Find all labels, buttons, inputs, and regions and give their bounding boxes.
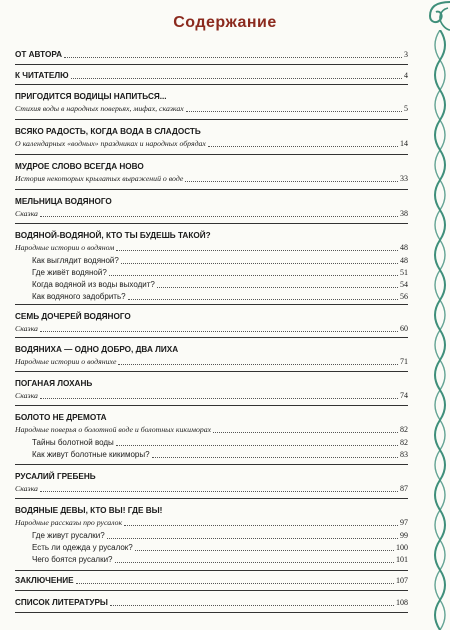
page-number: 4: [404, 71, 408, 80]
page-number: 74: [400, 391, 408, 400]
toc-item: Как выглядит водяной?: [32, 256, 119, 265]
toc-entry: [15, 573, 408, 587]
divider: [15, 405, 408, 406]
toc-entry: [15, 595, 408, 609]
toc-subtitle: О календарных «водных» праздниках и народных обрядах: [15, 139, 206, 148]
page-number: 60: [400, 324, 408, 333]
page-number: 99: [400, 531, 408, 540]
page-number: 51: [400, 268, 408, 277]
page-number: 56: [400, 292, 408, 301]
page-number: 100: [396, 543, 408, 552]
page-number: 101: [396, 555, 408, 564]
toc-item: Когда водяной из воды выходит?: [32, 280, 155, 289]
toc-entry: [15, 47, 408, 61]
toc-heading: МЕЛЬНИЦА ВОДЯНОГО: [15, 197, 112, 206]
toc-heading: ОТ АВТОРА: [15, 50, 62, 59]
divider: [15, 570, 408, 571]
toc-item: Есть ли одежда у русалок?: [32, 543, 133, 552]
page-number: 48: [400, 256, 408, 265]
dot-leader: [76, 583, 394, 584]
toc-subtitle: Народные истории о водяном: [15, 243, 115, 252]
toc-heading: ВОДЯНОЙ-ВОДЯНОЙ, КТО ТЫ БУДЕШЬ ТАКОЙ?: [15, 231, 211, 240]
page-number: 38: [400, 209, 408, 218]
toc-entry: [15, 309, 408, 335]
toc-subtitle: История некоторых крылатых выражений о воде: [15, 174, 184, 183]
toc-entry: [15, 68, 408, 82]
divider: [15, 84, 408, 85]
toc-item: Как живут болотные кикиморы?: [32, 450, 150, 459]
dot-leader: [128, 299, 398, 300]
page-number: 5: [404, 104, 408, 113]
page-number: 3: [404, 50, 408, 59]
divider: [15, 464, 408, 465]
toc-heading: ПОГАНАЯ ЛОХАНЬ: [15, 379, 93, 388]
dot-leader: [116, 250, 398, 251]
toc-item: Чего боятся русалки?: [32, 555, 113, 564]
page-number: 107: [396, 576, 408, 585]
toc-item: Где живут русалки?: [32, 531, 105, 540]
toc-entry: [15, 228, 408, 303]
dot-leader: [40, 491, 398, 492]
toc-heading: ЗАКЛЮЧЕНИЕ: [15, 576, 74, 585]
toc-heading: ПРИГОДИТСЯ ВОДИЦЫ НАПИТЬСЯ...: [15, 92, 167, 101]
divider: [15, 590, 408, 591]
dot-leader: [116, 445, 398, 446]
dot-leader: [71, 78, 402, 79]
page-number: 108: [396, 598, 408, 607]
page-title: Содержание: [173, 14, 277, 31]
dot-leader: [107, 538, 398, 539]
dot-leader: [115, 562, 395, 563]
dot-leader: [152, 457, 398, 458]
divider: [15, 612, 408, 613]
toc-entry: [15, 376, 408, 402]
dot-leader: [109, 275, 398, 276]
divider: [15, 154, 408, 155]
toc-item: Где живёт водяной?: [32, 268, 107, 277]
page-number: 71: [400, 357, 408, 366]
toc-heading: ВСЯКО РАДОСТЬ, КОГДА ВОДА В СЛАДОСТЬ: [15, 127, 201, 136]
toc-subtitle: Народные рассказы про русалок: [15, 518, 123, 527]
toc-subtitle: Сказка: [15, 209, 38, 218]
toc-subtitle: Сказка: [15, 391, 38, 400]
toc-entry: [15, 89, 408, 115]
dot-leader: [121, 263, 398, 264]
toc-entry: [15, 410, 408, 461]
toc-entry: [15, 503, 408, 566]
toc-entry: [15, 159, 408, 185]
toc-subtitle: Народные истории о водянихе: [15, 357, 117, 366]
page-number: 87: [400, 484, 408, 493]
page-number: 83: [400, 450, 408, 459]
page-number: 48: [400, 243, 408, 252]
toc-subtitle: Стихия воды в народных поверьях, мифах, сказках: [15, 104, 184, 113]
toc-subtitle: Народные поверья о болотной воде и болотных кикиморах: [15, 425, 212, 434]
page-number: 14: [400, 139, 408, 148]
divider: [15, 337, 408, 338]
toc-entry: [15, 342, 408, 368]
divider: [15, 64, 408, 65]
divider: [15, 371, 408, 372]
page-number: 54: [400, 280, 408, 289]
toc-heading: СПИСОК ЛИТЕРАТУРЫ: [15, 598, 108, 607]
dot-leader: [40, 216, 398, 217]
dot-leader: [208, 146, 398, 147]
toc-heading: РУСАЛИЙ ГРЕБЕНЬ: [15, 472, 96, 481]
page-number: 82: [400, 438, 408, 447]
toc-heading: СЕМЬ ДОЧЕРЕЙ ВОДЯНОГО: [15, 312, 131, 321]
toc-entry: [15, 124, 408, 150]
toc-item: Как водяного задобрить?: [32, 292, 126, 301]
toc-subtitle: Сказка: [15, 324, 38, 333]
toc-subtitle: Сказка: [15, 484, 38, 493]
divider: [15, 498, 408, 499]
toc-entry: [15, 469, 408, 495]
divider: [15, 304, 408, 305]
page-number: 33: [400, 174, 408, 183]
toc-item: Тайны болотной воды: [32, 438, 114, 447]
dot-leader: [40, 398, 398, 399]
dot-leader: [110, 605, 394, 606]
dot-leader: [213, 432, 398, 433]
dot-leader: [186, 111, 402, 112]
dot-leader: [40, 331, 398, 332]
dot-leader: [64, 57, 402, 58]
dot-leader: [185, 181, 398, 182]
dot-leader: [118, 364, 398, 365]
ornament-border: [430, 30, 450, 630]
divider: [15, 189, 408, 190]
page-number: 82: [400, 425, 408, 434]
divider: [15, 223, 408, 224]
divider: [15, 119, 408, 120]
dot-leader: [124, 525, 398, 526]
toc-heading: МУДРОЕ СЛОВО ВСЕГДА НОВО: [15, 162, 144, 171]
toc-entry: [15, 194, 408, 220]
dot-leader: [157, 287, 398, 288]
toc-heading: ВОДЯНИХА — ОДНО ДОБРО, ДВА ЛИХА: [15, 345, 179, 354]
toc-heading: БОЛОТО НЕ ДРЕМОТА: [15, 413, 107, 422]
toc-heading: ВОДЯНЫЕ ДЕВЫ, КТО ВЫ! ГДЕ ВЫ!: [15, 506, 163, 515]
toc-heading: К ЧИТАТЕЛЮ: [15, 71, 69, 80]
page-number: 97: [400, 518, 408, 527]
dot-leader: [135, 550, 394, 551]
